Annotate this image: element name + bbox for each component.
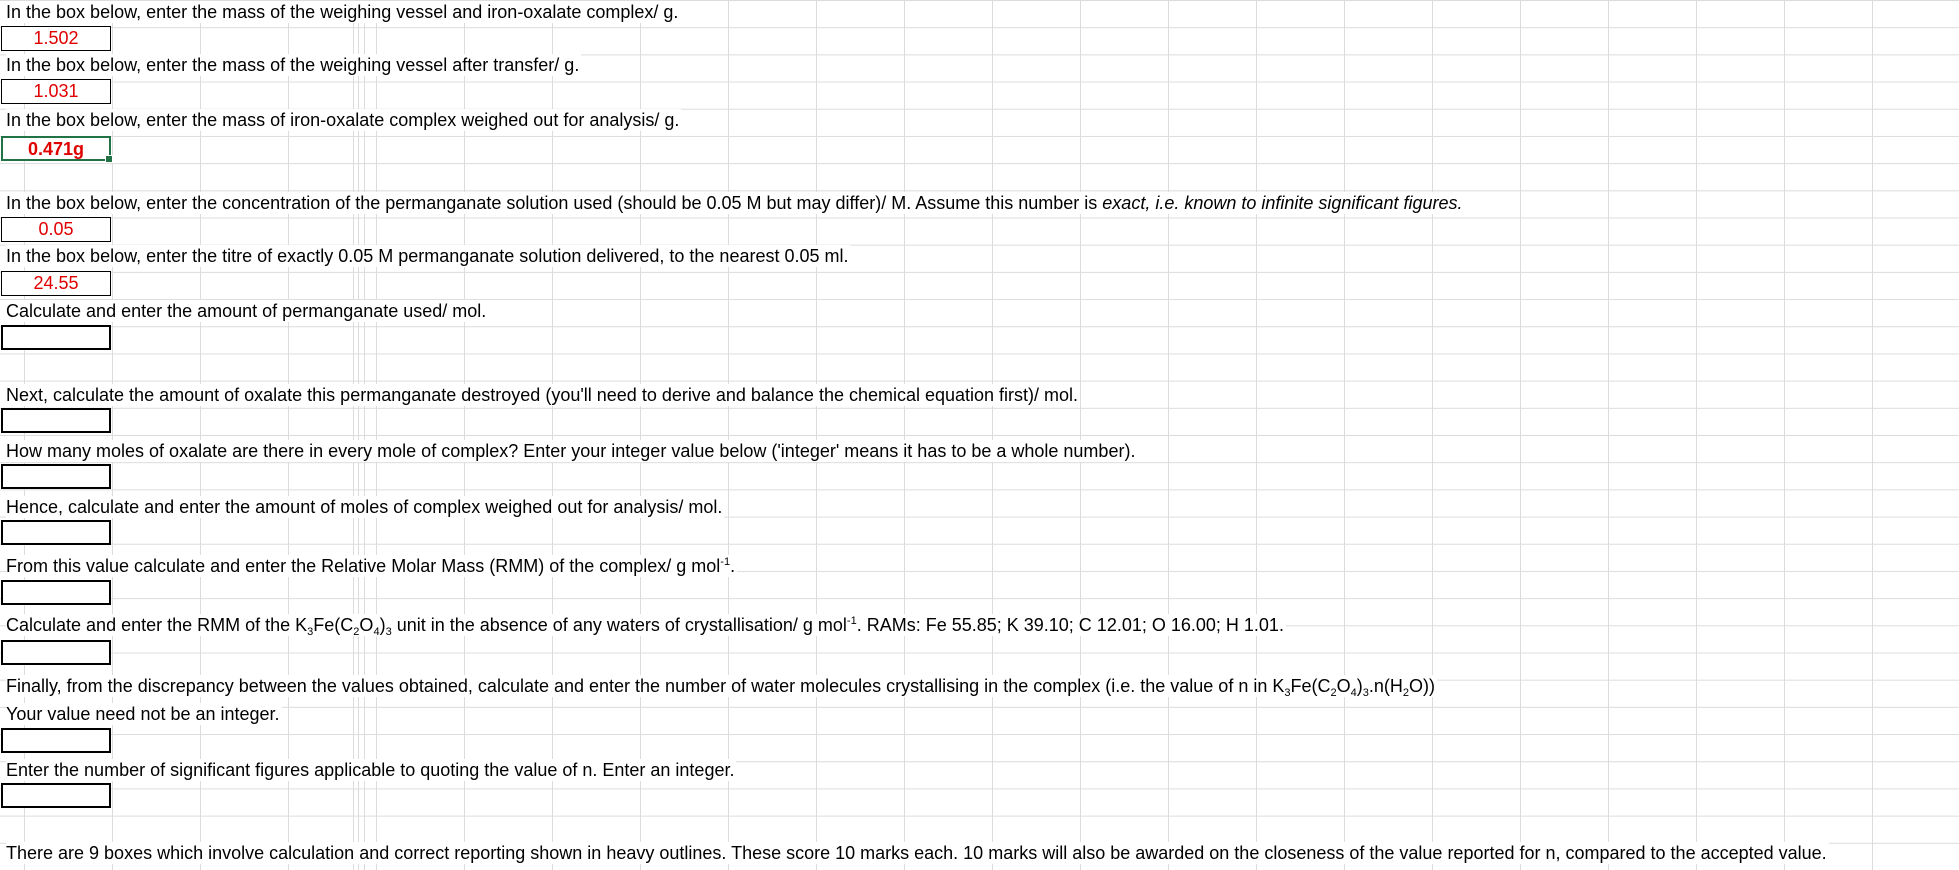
question-complex-rmm bbox=[6, 555, 737, 577]
subscript: 3 bbox=[307, 626, 314, 638]
question-titre: In the box below, enter the titre of exactly 0.05 M permanganate solution delivered, to the nearest 0.05 ml. bbox=[6, 246, 849, 266]
text-fragment: O bbox=[359, 615, 374, 635]
question-vessel-and-complex-mass: In the box below, enter the mass of the weighing vessel and iron-oxalate complex/ g. bbox=[6, 2, 679, 22]
text-fragment: Finally, from the discrepancy between the values obtained, calculate and enter the number of water molecules crystallising in the complex (i.e. the value of n in K bbox=[6, 676, 1285, 696]
text-fragment: Fe(C bbox=[313, 615, 354, 635]
text-fragment: ) bbox=[379, 615, 386, 635]
text-fragment: O bbox=[1336, 676, 1351, 696]
footer-marking-note: There are 9 boxes which involve calculation and correct reporting shown in heavy outlines. These score 10 marks each. 10 marks will also be awarded on the closeness of the value reported for n, compared to the accepted value. bbox=[6, 843, 1827, 863]
complex-moles-input[interactable] bbox=[1, 520, 111, 545]
subscript: 3 bbox=[1284, 687, 1291, 699]
question-oxalate-amount: Next, calculate the amount of oxalate this permanganate destroyed (you'll need to derive and balance the chemical equation first)/ mol. bbox=[6, 385, 1079, 405]
water-count-input[interactable] bbox=[1, 728, 111, 753]
oxalate-amount-input[interactable] bbox=[1, 408, 111, 433]
subscript: 3 bbox=[385, 626, 392, 638]
question-oxalate-per-complex: How many moles of oxalate are there in every mole of complex? Enter your integer value below ('integer' means it has to be a whole number). bbox=[6, 441, 1136, 461]
question-complex-mass: In the box below, enter the mass of iron-oxalate complex weighed out for analysis/ g. bbox=[6, 110, 680, 130]
text-fragment: O)) bbox=[1409, 676, 1435, 696]
complex-mass-value: 0.471g bbox=[27, 139, 85, 159]
anhydrous-rmm-input[interactable] bbox=[1, 640, 111, 665]
question-permanganate-amount: Calculate and enter the amount of permanganate used/ mol. bbox=[6, 301, 487, 321]
complex-rmm-input[interactable] bbox=[1, 580, 111, 605]
question-water-count bbox=[6, 675, 1437, 697]
complex-mass-input[interactable] bbox=[1, 136, 111, 161]
question-vessel-after-transfer: In the box below, enter the mass of the weighing vessel after transfer/ g. bbox=[6, 55, 580, 75]
subscript: 4 bbox=[373, 626, 380, 638]
superscript: -1 bbox=[846, 615, 857, 627]
fill-handle[interactable] bbox=[105, 155, 113, 163]
superscript: -1 bbox=[720, 556, 731, 568]
permanganate-concentration-input[interactable]: 0.05 bbox=[1, 217, 111, 242]
question-complex-moles: Hence, calculate and enter the amount of moles of complex weighed out for analysis/ mol. bbox=[6, 497, 723, 517]
subscript: 3 bbox=[1362, 687, 1369, 699]
subscript: 4 bbox=[1350, 687, 1357, 699]
text-fragment: . RAMs: Fe 55.85; K 39.10; C 12.01; O 16.00; H 1.01. bbox=[856, 615, 1284, 635]
question-sig-figs: Enter the number of significant figures applicable to quoting the value of n. Enter an integer. bbox=[6, 760, 735, 780]
subscript: 2 bbox=[353, 626, 360, 638]
question-permanganate-concentration-italic: exact, i.e. known to infinite significant figures. bbox=[1102, 193, 1463, 213]
question-permanganate-concentration-text: In the box below, enter the concentration of the permanganate solution used (should be 0.05 M but may differ)/ M. Assume this number is bbox=[6, 193, 1103, 213]
question-anhydrous-rmm bbox=[6, 614, 1286, 636]
text-fragment: ) bbox=[1356, 676, 1363, 696]
vessel-after-transfer-mass-input[interactable]: 1.031 bbox=[1, 79, 111, 104]
oxalate-per-complex-input[interactable] bbox=[1, 464, 111, 489]
vessel-and-complex-mass-input[interactable]: 1.502 bbox=[1, 26, 111, 51]
punctuation: . bbox=[730, 556, 736, 576]
text-fragment: .n(H bbox=[1368, 676, 1403, 696]
question-complex-rmm-text: From this value calculate and enter the Relative Molar Mass (RMM) of the complex/ g mol bbox=[6, 556, 721, 576]
sig-figs-input[interactable] bbox=[1, 783, 111, 808]
question-water-count-note: Your value need not be an integer. bbox=[6, 704, 280, 724]
text-fragment: Calculate and enter the RMM of the K bbox=[6, 615, 308, 635]
permanganate-amount-input[interactable] bbox=[1, 325, 111, 350]
text-fragment: unit in the absence of any waters of crystallisation/ g mol bbox=[391, 615, 847, 635]
text-fragment: Fe(C bbox=[1290, 676, 1331, 696]
subscript: 2 bbox=[1402, 687, 1409, 699]
question-permanganate-concentration bbox=[6, 192, 1464, 214]
titre-input[interactable]: 24.55 bbox=[1, 271, 111, 296]
subscript: 2 bbox=[1330, 687, 1337, 699]
